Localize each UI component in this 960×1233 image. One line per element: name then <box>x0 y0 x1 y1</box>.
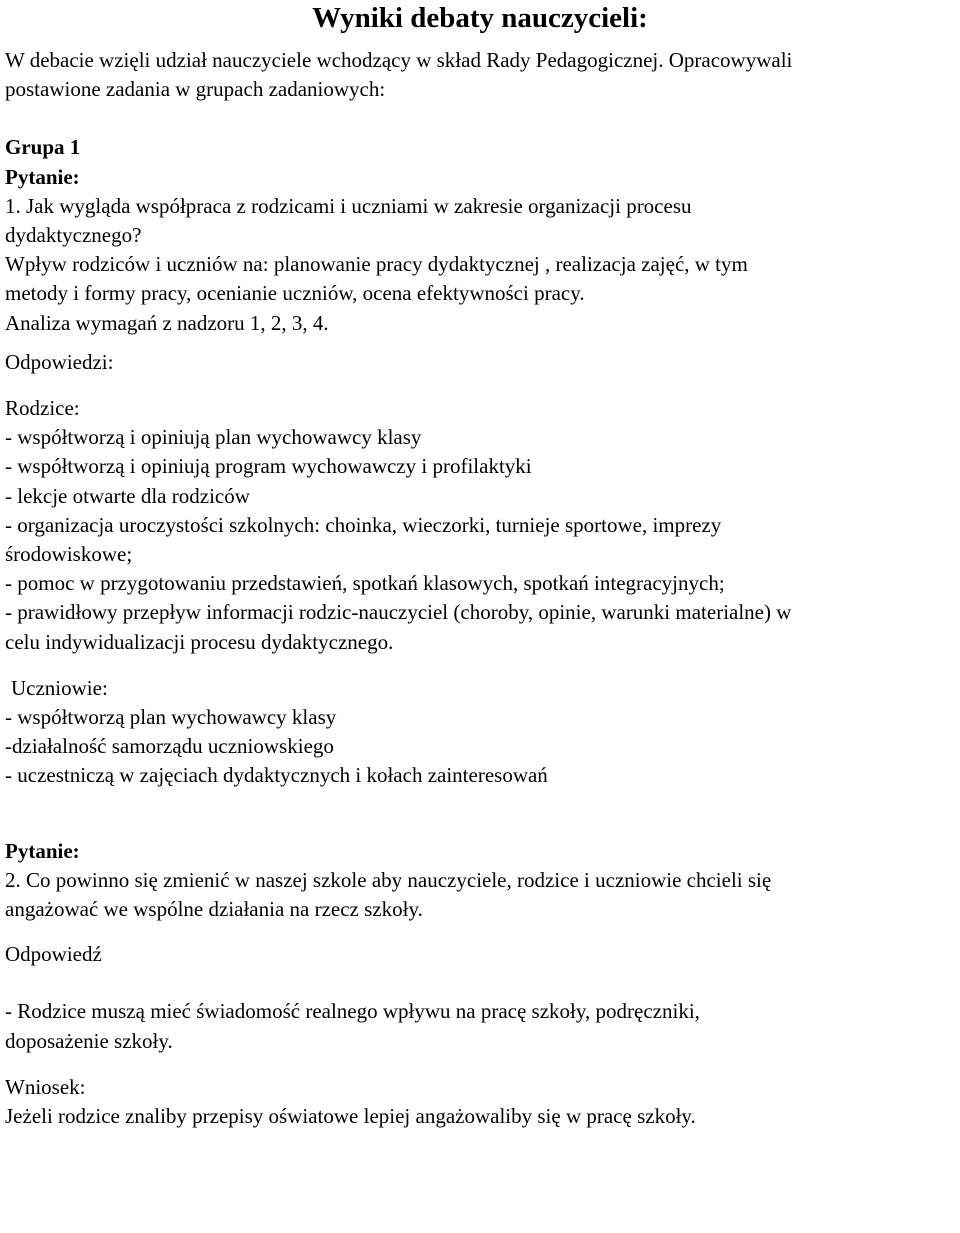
details-line: Analiza wymagań z nadzoru 1, 2, 3, 4. <box>5 310 329 335</box>
students-list <box>5 703 955 791</box>
list-item: - pomoc w przygotowaniu przedstawień, spotkań klasowych, spotkań integracyjnych; <box>5 571 725 596</box>
page-title: Wyniki debaty nauczycieli: <box>312 2 648 34</box>
conclusion-heading: Wniosek: <box>5 1074 86 1099</box>
details-line: Wpływ rodziców i uczniów na: planowanie pracy dydaktycznej , realizacja zajęć, w tym <box>5 252 748 277</box>
question-1-text <box>5 192 955 250</box>
list-item: -działalność samorządu uczniowskiego <box>5 734 334 759</box>
answer-heading: Odpowiedź <box>5 942 102 967</box>
question-2-heading: Pytanie: <box>5 838 80 863</box>
parents-heading: Rodzice: <box>5 396 80 421</box>
students-heading: Uczniowie: <box>11 675 108 700</box>
list-item: - współtworzą i opiniują plan wychowawcy klasy <box>5 425 422 450</box>
answer-line: doposażenie szkoły. <box>5 1028 173 1053</box>
list-item: - współtworzą plan wychowawcy klasy <box>5 705 337 730</box>
list-item: - uczestniczą w zajęciach dydaktycznych i kołach zainteresowań <box>5 763 548 788</box>
list-item: środowiskowe; <box>5 542 133 567</box>
list-item: - prawidłowy przepływ informacji rodzic-nauczyciel (choroby, opinie, warunki materialne) w <box>5 600 792 625</box>
question-line: angażować we wspólne działania na rzecz szkoły. <box>5 897 423 922</box>
intro-line: W debacie wzięli udział nauczyciele wchodzący w skład Rady Pedagogicznej. Opracowywali <box>5 48 793 72</box>
question-line: 1. Jak wygląda współpraca z rodzicami i uczniami w zakresie organizacji procesu <box>5 193 692 218</box>
list-item: celu indywidualizacji procesu dydaktycznego. <box>5 629 394 654</box>
details-line: metody i formy pracy, ocenianie uczniów, ocena efektywności pracy. <box>5 281 585 306</box>
question-line: dydaktycznego? <box>5 223 142 248</box>
intro-paragraph <box>5 46 955 104</box>
document-page <box>5 0 955 1131</box>
answer-line: - Rodzice muszą mieć świadomość realnego wpływu na pracę szkoły, podręczniki, <box>5 999 700 1024</box>
question-line: 2. Co powinno się zmienić w naszej szkole aby nauczyciele, rodzice i uczniowie chcieli się <box>5 867 772 892</box>
list-item: - współtworzą i opiniują program wychowawczy i profilaktyki <box>5 454 532 479</box>
answer-text <box>5 997 955 1055</box>
answers-heading: Odpowiedzi: <box>5 349 114 374</box>
group-heading: Grupa 1 <box>5 135 81 160</box>
question-1-details <box>5 250 955 338</box>
question-1-heading: Pytanie: <box>5 164 80 189</box>
parents-list <box>5 423 955 657</box>
intro-line: postawione zadania w grupach zadaniowych: <box>5 77 386 102</box>
list-item: - organizacja uroczystości szkolnych: choinka, wieczorki, turnieje sportowe, imprezy <box>5 512 722 537</box>
question-2-text <box>5 866 955 924</box>
conclusion-text: Jeżeli rodzice znaliby przepisy oświatowe lepiej angażowaliby się w pracę szkoły. <box>5 1104 696 1129</box>
list-item: - lekcje otwarte dla rodziców <box>5 483 250 508</box>
